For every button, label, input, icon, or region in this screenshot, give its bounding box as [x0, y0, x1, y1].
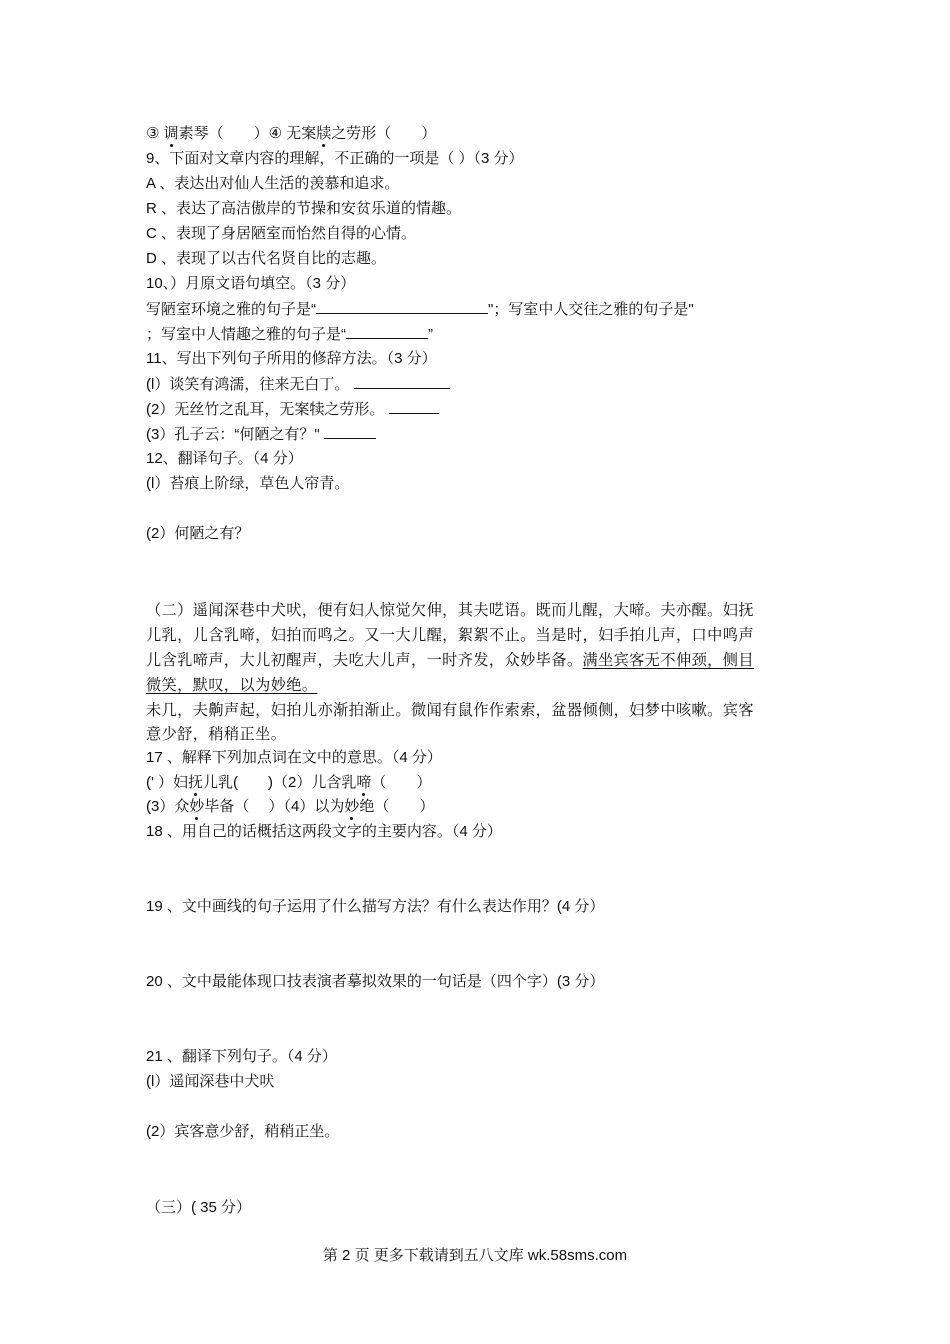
passage-line-5: 未几，夫齁声起，妇拍儿亦渐拍渐止。微闻有鼠作作索索，盆器倾侧，妇梦中咳嗽。宾客	[146, 701, 754, 719]
answer-blank[interactable]	[354, 374, 450, 389]
option-b: R 、表达了高洁傲岸的节操和安贫乐道的情趣。	[146, 200, 462, 217]
answer-blank[interactable]	[389, 399, 439, 414]
dotted-char: 抚	[188, 774, 204, 791]
text: 毕备（ ）（4）以为	[204, 798, 345, 815]
question-12: 12、翻译句子。（4 分）	[146, 450, 303, 467]
text: 写陋室环境之雅的句子是“	[146, 301, 316, 318]
text: 绝（ ）	[359, 798, 435, 815]
question-18: 18 、用自己的话概括这两段文字的主要内容。（4 分）	[146, 823, 502, 840]
q11-item-1	[146, 374, 450, 395]
text: （ ）	[371, 774, 432, 791]
text: (' ）妇	[146, 774, 189, 791]
page-footer: 第 2 页 更多下载请到五八文库 wk.58sms.com	[322, 1247, 628, 1264]
line-items-3-4	[146, 124, 436, 144]
option-d: D 、表现了以古代名贤自比的志趣。	[146, 250, 387, 267]
q11-item-3	[146, 424, 376, 445]
question-10: 10、）月原文语句填空。（3 分）	[146, 275, 356, 292]
text: ③	[146, 125, 164, 142]
q10-line-2	[146, 324, 433, 345]
passage-line-3	[146, 650, 754, 670]
option-c: C 、表现了身居陋室而怡然自得的心情。	[146, 225, 417, 242]
text: 儿乳( )（2）儿含乳	[203, 774, 357, 791]
passage-line-1: （二）遥闻深巷中犬吠，便有妇人惊觉欠伸，其夫呓语。既而儿醒，大啼。夫亦醒。妇抚	[146, 601, 754, 619]
q11-item-2	[146, 399, 439, 420]
text: (3）孔子云：“何陋之有？"	[146, 426, 320, 443]
dotted-char: 妙	[344, 798, 360, 815]
passage-line-2: 儿乳，儿含乳啼，妇拍而鸣之。又一大儿醒，絮絮不止。当是时，妇手拍儿声，口中鸣声	[146, 626, 754, 644]
text: (l）谈笑有鸿濡，往来无白丁。	[146, 376, 350, 393]
q17-line-2	[146, 797, 434, 817]
text: (3）众	[146, 798, 190, 815]
answer-blank[interactable]	[324, 424, 376, 439]
q21-item-2: (2）宾客意少舒，稍稍正坐。	[146, 1123, 340, 1140]
answer-blank[interactable]	[316, 299, 488, 314]
text: 儿含乳啼声，大儿初醒声，夫吃大儿声，一时齐发，众妙毕备。	[146, 651, 583, 669]
text: 素琴（ ）④ 无案	[178, 125, 317, 142]
underlined-text: 微笑，默叹，以为妙绝。	[146, 676, 318, 694]
question-21: 21 、翻译下列句子。（4 分）	[146, 1048, 337, 1065]
question-17: 17 、解释下列加点词在文中的意思。（4 分）	[146, 749, 442, 766]
text: 之劳形（ ）	[331, 125, 437, 142]
option-a: A 、表达出对仙人生活的羡慕和追求。	[146, 175, 400, 192]
dotted-char: 妙	[189, 798, 205, 815]
question-20: 20 、文中最能体现口技表演者摹拟效果的一句话是（四个字）(3 分）	[146, 973, 605, 990]
dotted-char: 调	[163, 125, 179, 142]
question-11: 11、写出下列句子所用的修辞方法。（3 分）	[146, 350, 437, 367]
question-19: 19 、文中画线的句子运用了什么描写方法？有什么表达作用？(4 分）	[146, 898, 605, 915]
question-9: 9、下面对文章内容的理解，不正确的一项是（ ）（3 分）	[146, 150, 524, 167]
text: "；写室中人交往之雅的句子是"	[488, 301, 694, 318]
text: ；写室中人情趣之雅的句子是“	[146, 326, 346, 343]
answer-blank[interactable]	[346, 324, 428, 339]
q17-line-1	[146, 773, 431, 793]
dotted-char: 牍	[316, 125, 332, 142]
q21-item-1: (l）遥闻深巷中犬吠	[146, 1073, 275, 1090]
text: (2）无丝竹之乱耳，无案犊之劳形。	[146, 401, 385, 418]
passage-line-6: 意少舒，稍稍正坐。	[146, 725, 287, 743]
q10-line-1	[146, 299, 694, 320]
text: ”	[428, 326, 433, 343]
underlined-text: 满坐宾客无不伸颈，侧目	[582, 651, 754, 669]
section-three-heading: （三）( 35 分）	[146, 1199, 252, 1216]
passage-line-4	[146, 675, 317, 695]
q12-item-1: (l）苔痕上阶绿，草色人帘青。	[146, 475, 350, 492]
q12-item-2: (2）何陋之有？	[146, 525, 250, 542]
dotted-char: 啼	[356, 774, 372, 791]
